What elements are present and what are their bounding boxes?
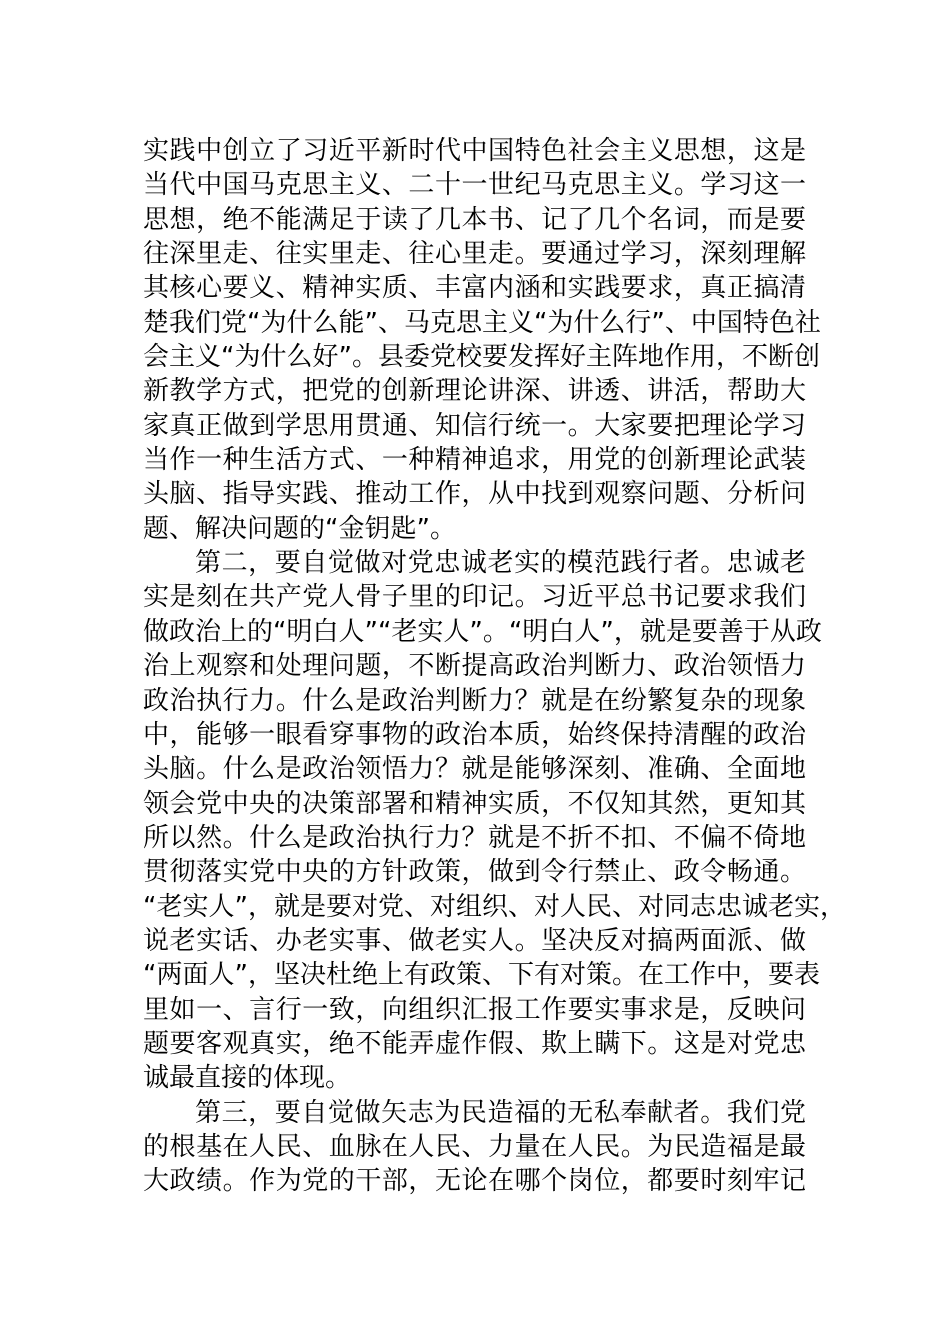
text-line: 治上观察和处理问题，不断提高政治判断力、政治领悟力 <box>143 651 806 682</box>
text-line: “老实人”，就是要对党、对组织、对人民、对同志忠诚老实， <box>143 891 846 922</box>
text-line: 往深里走、往实里走、往心里走。要通过学习，深刻理解 <box>143 239 806 270</box>
text-line: 里如一、言行一致，向组织汇报工作要实事求是，反映问 <box>143 994 806 1025</box>
text-line: 会主义“为什么好”。县委党校要发挥好主阵地作用，不断创 <box>143 342 820 373</box>
text-line: 题要客观真实，绝不能弄虚作假、欺上瞒下。这是对党忠 <box>143 1028 806 1059</box>
text-line: “两面人”，坚决杜绝上有政策、下有对策。在工作中，要表 <box>143 960 820 991</box>
text-line: 贯彻落实党中央的方针政策，做到令行禁止、政令畅通。 <box>143 857 806 888</box>
text-line: 头脑、指导实践、推动工作，从中找到观察问题、分析问 <box>143 479 806 510</box>
text-line: 实是刻在共产党人骨子里的印记。习近平总书记要求我们 <box>143 582 806 613</box>
paragraph <box>143 134 821 546</box>
text-line: 领会党中央的决策部署和精神实质，不仅知其然，更知其 <box>143 788 806 819</box>
text-line: 家真正做到学思用贯通、知信行统一。大家要把理论学习 <box>143 410 806 441</box>
paragraph <box>143 546 846 1096</box>
text-line: 大政绩。作为党的干部，无论在哪个岗位，都要时刻牢记 <box>143 1166 806 1197</box>
text-line: 新教学方式，把党的创新理论讲深、讲透、讲活，帮助大 <box>143 376 806 407</box>
paragraph <box>143 1096 806 1199</box>
text-line: 当作一种生活方式、一种精神追求，用党的创新理论武装 <box>143 445 806 476</box>
text-line: 当代中国马克思主义、二十一世纪马克思主义。学习这一 <box>143 170 806 201</box>
text-line: 第三，要自觉做矢志为民造福的无私奉献者。我们党 <box>195 1097 806 1128</box>
text-line: 政治执行力。什么是政治判断力？就是在纷繁复杂的现象 <box>143 685 806 716</box>
text-line: 做政治上的“明白人”“老实人”。“明白人”，就是要善于从政 <box>143 616 822 647</box>
text-line: 头脑。什么是政治领悟力？就是能够深刻、准确、全面地 <box>143 754 806 785</box>
text-line: 说老实话、办老实事、做老实人。坚决反对搞两面派、做 <box>143 925 806 956</box>
text-line: 的根基在人民、血脉在人民、力量在人民。为民造福是最 <box>143 1131 806 1162</box>
text-line: 实践中创立了习近平新时代中国特色社会主义思想，这是 <box>143 136 806 166</box>
text-line: 题、解决问题的“金钥匙”。 <box>143 513 456 544</box>
document-body <box>143 134 846 1199</box>
text-line: 第二，要自觉做对党忠诚老实的模范践行者。忠诚老 <box>195 548 806 579</box>
text-line: 思想，绝不能满足于读了几本书、记了几个名词，而是要 <box>143 204 806 235</box>
text-line: 楚我们党“为什么能”、马克思主义“为什么行”、中国特色社 <box>143 307 821 338</box>
text-line: 诚最直接的体现。 <box>143 1063 352 1094</box>
text-line: 所以然。什么是政治执行力？就是不折不扣、不偏不倚地 <box>143 822 806 853</box>
text-line: 中，能够一眼看穿事物的政治本质，始终保持清醒的政治 <box>143 719 806 750</box>
text-line: 其核心要义、精神实质、丰富内涵和实践要求，真正搞清 <box>143 273 806 304</box>
